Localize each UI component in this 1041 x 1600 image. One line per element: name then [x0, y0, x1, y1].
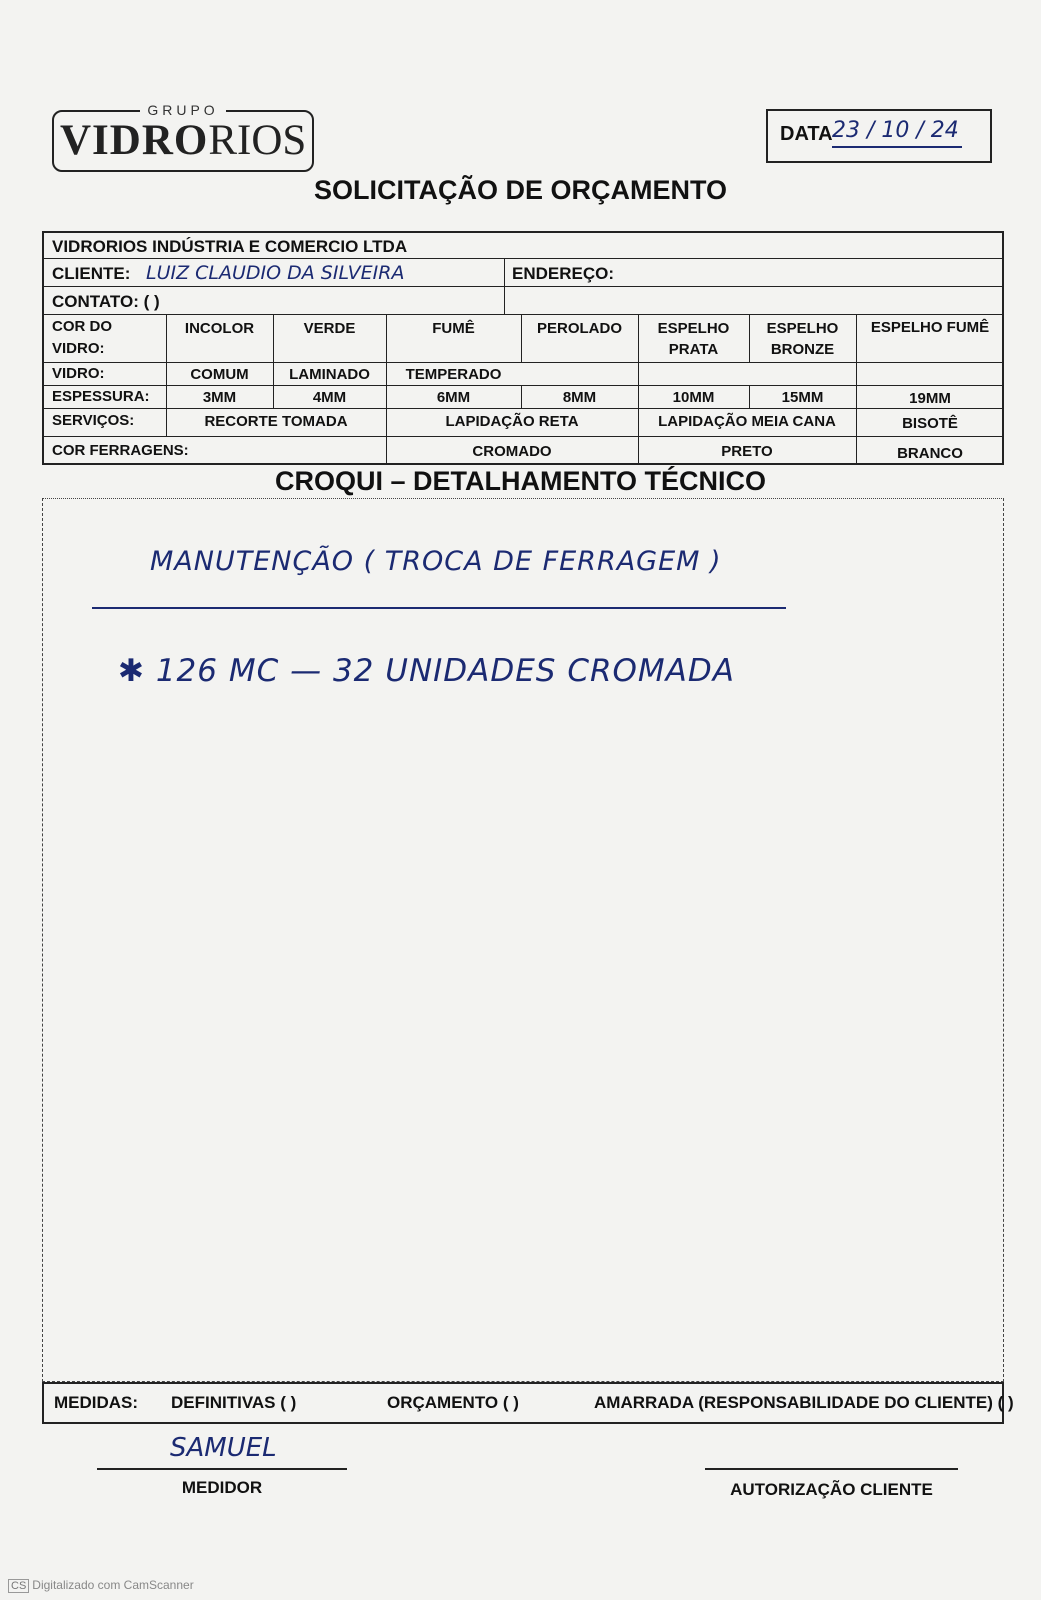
medidor-signature-line — [97, 1468, 347, 1470]
croqui-note-2: ✱ 126 MC — 32 UNIDADES CROMADA — [118, 653, 735, 689]
date-value[interactable]: 23 / 10 / 24 — [832, 118, 959, 143]
medidas-amarrada-checkbox[interactable]: AMARRADA (RESPONSABILIDADE DO CLIENTE) ( ) — [594, 1393, 1014, 1412]
cor-vidro-label: VIDRO: — [52, 340, 105, 357]
grid-line — [42, 286, 1004, 287]
option-19mm[interactable]: 19MM — [909, 390, 951, 407]
grid-line — [42, 408, 1004, 409]
option-verde[interactable]: VERDE — [303, 320, 356, 337]
camscanner-icon: CS — [8, 1579, 29, 1593]
cor-vidro-label: COR DO — [52, 318, 112, 335]
date-label: DATA — [780, 123, 833, 145]
servicos-label: SERVIÇOS: — [52, 412, 135, 429]
vidro-label: VIDRO: — [52, 365, 105, 382]
medidor-label: MEDIDOR — [181, 1478, 263, 1497]
option-incolor[interactable]: INCOLOR — [184, 320, 255, 337]
option-preto[interactable]: PRETO — [721, 443, 773, 460]
option-4mm[interactable]: 4MM — [312, 389, 347, 406]
company-name: VIDRORIOS INDÚSTRIA E COMERCIO LTDA — [52, 237, 408, 256]
ferragens-label: COR FERRAGENS: — [52, 442, 189, 459]
date-underline — [832, 146, 962, 148]
option-fume[interactable]: FUMÊ — [432, 320, 475, 337]
option-espelho-fume[interactable]: ESPELHO FUMÊ — [870, 319, 990, 336]
grid-line — [42, 385, 1004, 386]
contact-label: CONTATO: ( ) — [52, 292, 160, 311]
scanner-watermark — [8, 1578, 194, 1593]
option-cromado[interactable]: CROMADO — [472, 443, 552, 460]
croqui-area[interactable] — [42, 498, 1004, 1382]
cliente-label: AUTORIZAÇÃO CLIENTE — [730, 1480, 933, 1499]
croqui-title: CROQUI – DETALHAMENTO TÉCNICO — [274, 466, 766, 496]
option-branco[interactable]: BRANCO — [897, 445, 963, 462]
medidas-orcamento-checkbox[interactable]: ORÇAMENTO ( ) — [387, 1393, 519, 1412]
page-title: SOLICITAÇÃO DE ORÇAMENTO — [313, 175, 727, 205]
grid-line — [42, 314, 1004, 315]
option-espelho-prata[interactable]: PRATA — [668, 341, 719, 358]
logo-group-text: GRUPO — [140, 102, 226, 118]
croqui-note-1: MANUTENÇÃO ( TROCA DE FERRAGEM ) — [150, 546, 722, 577]
medidas-label: MEDIDAS: — [54, 1393, 139, 1412]
option-temperado[interactable]: TEMPERADO — [405, 366, 502, 383]
client-label: CLIENTE: — [52, 264, 131, 283]
option-espelho-bronze[interactable]: ESPELHO — [766, 320, 839, 337]
option-8mm[interactable]: 8MM — [562, 389, 597, 406]
option-lapidacao-meia-cana[interactable]: LAPIDAÇÃO MEIA CANA — [658, 413, 836, 430]
grid-line — [42, 362, 1004, 363]
espessura-label: ESPESSURA: — [52, 388, 150, 405]
option-recorte-tomada[interactable]: RECORTE TOMADA — [204, 413, 348, 430]
grid-line — [42, 258, 1004, 259]
option-3mm[interactable]: 3MM — [202, 389, 237, 406]
medidas-definitivas-checkbox[interactable]: DEFINITIVAS ( ) — [171, 1393, 297, 1412]
option-bisote[interactable]: BISOTÊ — [902, 415, 958, 432]
option-comum[interactable]: COMUM — [190, 366, 249, 383]
grid-line — [504, 258, 505, 314]
grid-line — [42, 436, 1004, 437]
address-label: ENDEREÇO: — [512, 264, 615, 283]
scanner-text: Digitalizado com CamScanner — [32, 1578, 194, 1592]
option-15mm[interactable]: 15MM — [781, 389, 824, 406]
logo-bold-text: VIDRO — [60, 117, 209, 164]
option-lapidacao-reta[interactable]: LAPIDAÇÃO RETA — [445, 413, 579, 430]
croqui-underline — [92, 607, 786, 609]
option-espelho-bronze[interactable]: BRONZE — [770, 341, 835, 358]
option-laminado[interactable]: LAMINADO — [289, 366, 370, 383]
option-perolado[interactable]: PEROLADO — [536, 320, 622, 337]
logo-light-text: RIOS — [208, 117, 307, 164]
medidor-signature: SAMUEL — [170, 1433, 277, 1463]
cliente-signature-line[interactable] — [705, 1468, 958, 1470]
option-6mm[interactable]: 6MM — [436, 389, 471, 406]
client-value[interactable]: LUIZ CLAUDIO DA SILVEIRA — [146, 262, 405, 284]
option-espelho-prata[interactable]: ESPELHO — [657, 320, 730, 337]
option-10mm[interactable]: 10MM — [672, 389, 715, 406]
logo — [60, 116, 306, 166]
